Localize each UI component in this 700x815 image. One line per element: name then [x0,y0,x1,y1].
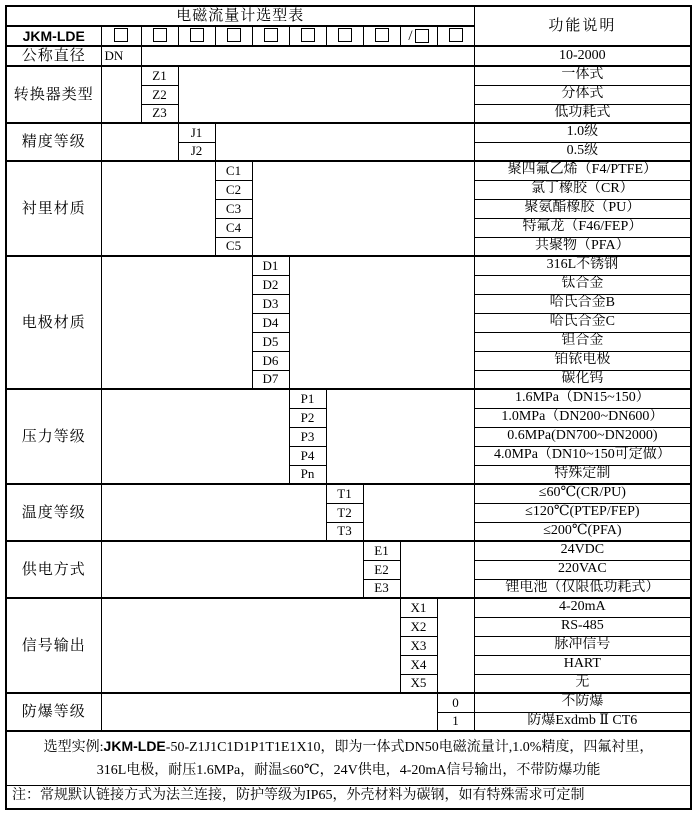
code-cell: T2 [326,503,363,522]
desc-cell: 聚四氟乙烯（F4/PTFE） [474,161,691,180]
empty-cell [101,693,437,731]
desc-cell: 4.0MPa（DN10~150可定做） [474,446,691,465]
desc-cell: ≤120℃(PTEP/FEP) [474,503,691,522]
model-code-cell-2[interactable] [141,26,178,46]
code-cell: X4 [400,655,437,674]
empty-cell [252,161,474,256]
slash-separator: / [408,28,413,44]
checkbox-icon[interactable] [153,28,167,42]
code-cell: D6 [252,351,289,370]
model-code-cell-5[interactable] [252,26,289,46]
empty-cell [101,161,215,256]
model-code-cell-8[interactable] [363,26,400,46]
code-cell: 1 [437,712,474,731]
code-cell: E1 [363,541,400,560]
desc-cell: 哈氏合金B [474,294,691,313]
empty-cell [437,598,474,693]
empty-cell [363,484,474,541]
desc-cell: 脉冲信号 [474,636,691,655]
desc-cell: 0.6MPa(DN700~DN2000) [474,427,691,446]
function-column-header: 功能说明 [474,6,691,46]
example-line2: 316L电极，耐压1.6MPa，耐温≤60℃，24V供电，4-20mA信号输出，不带防爆功能 [96,762,601,778]
empty-cell [178,66,474,123]
empty-cell [101,484,326,541]
code-cell: X3 [400,636,437,655]
example-line1: -50-Z1J1C1D1P1T1E1X10，即为一体式DN50电磁流量计,1.0%精度，四氟衬里， [165,739,654,755]
desc-cell: 碳化钨 [474,370,691,389]
desc-cell: 哈氏合金C [474,313,691,332]
checkbox-icon[interactable] [415,29,429,43]
model-code-cell-9[interactable] [400,26,437,46]
desc-cell: ≤60℃(CR/PU) [474,484,691,503]
desc-cell: 氯丁橡胶（CR） [474,180,691,199]
desc-cell: 特殊定制 [474,465,691,484]
model-code-cell-10[interactable] [437,26,474,46]
section-label-explosion-proof: 防爆等级 [6,693,101,731]
model-code-cell-4[interactable] [215,26,252,46]
desc-cell: 一体式 [474,66,691,85]
section-label-electrode-material: 电极材质 [6,256,101,389]
empty-cell [141,46,474,66]
empty-cell [101,123,178,161]
code-cell: C5 [215,237,252,256]
code-cell: P3 [289,427,326,446]
code-cell: Pn [289,465,326,484]
section-label-accuracy-grade: 精度等级 [6,123,101,161]
code-cell: Z1 [141,66,178,85]
desc-cell: 1.0MPa（DN200~DN600） [474,408,691,427]
empty-cell [400,541,474,598]
section-label-diameter: 公称直径 [6,46,101,66]
checkbox-icon[interactable] [375,28,389,42]
code-cell: Z3 [141,104,178,123]
desc-cell: 低功耗式 [474,104,691,123]
code-cell: P4 [289,446,326,465]
code-cell: D3 [252,294,289,313]
code-cell: Z2 [141,85,178,104]
code-cell: T3 [326,522,363,541]
example-model-name: JKM-LDE [103,737,166,754]
desc-cell: 1.6MPa（DN15~150） [474,389,691,408]
checkbox-icon[interactable] [301,28,315,42]
code-cell: X1 [400,598,437,617]
checkbox-icon[interactable] [449,28,463,42]
model-code-cell-1[interactable] [101,26,141,46]
empty-cell [215,123,474,161]
model-prefix: JKM-LDE [6,26,101,46]
selection-example-note [6,731,691,785]
code-cell: X2 [400,617,437,636]
empty-cell [101,541,363,598]
model-code-cell-6[interactable] [289,26,326,46]
desc-cell: 1.0级 [474,123,691,142]
checkbox-icon[interactable] [114,28,128,42]
model-code-cell-7[interactable] [326,26,363,46]
code-cell: X5 [400,674,437,693]
code-cell: C3 [215,199,252,218]
code-cell: D7 [252,370,289,389]
diameter-code: DN [101,46,141,66]
desc-cell: 钛合金 [474,275,691,294]
code-cell: J1 [178,123,215,142]
code-cell: T1 [326,484,363,503]
example-prefix: 选型实例: [43,739,104,755]
desc-cell: RS-485 [474,617,691,636]
diameter-desc: 10-2000 [474,46,691,66]
desc-cell: 220VAC [474,560,691,579]
section-label-signal-output: 信号输出 [6,598,101,693]
section-label-liner-material: 衬里材质 [6,161,101,256]
section-label-power-supply: 供电方式 [6,541,101,598]
desc-cell: 锂电池（仅限低功耗式） [474,579,691,598]
desc-cell: 316L不锈钢 [474,256,691,275]
checkbox-icon[interactable] [190,28,204,42]
code-cell: P2 [289,408,326,427]
section-label-transducer-type: 转换器类型 [6,66,101,123]
table-title: 电磁流量计选型表 [6,6,474,26]
desc-cell: 分体式 [474,85,691,104]
empty-cell [289,256,474,389]
empty-cell [326,389,474,484]
desc-cell: ≤200℃(PFA) [474,522,691,541]
desc-cell: 铂铱电极 [474,351,691,370]
code-cell: C4 [215,218,252,237]
empty-cell [101,66,141,123]
code-cell: C2 [215,180,252,199]
code-cell: 0 [437,693,474,712]
code-cell: J2 [178,142,215,161]
code-cell: D4 [252,313,289,332]
code-cell: E2 [363,560,400,579]
desc-cell: 4-20mA [474,598,691,617]
empty-cell [101,598,400,693]
section-label-temperature-rating: 温度等级 [6,484,101,541]
desc-cell: 0.5级 [474,142,691,161]
desc-cell: 不防爆 [474,693,691,712]
checkbox-icon[interactable] [264,28,278,42]
desc-cell: 聚氨酯橡胶（PU） [474,199,691,218]
code-cell: P1 [289,389,326,408]
code-cell: D5 [252,332,289,351]
empty-cell [101,256,252,389]
selection-table [5,5,692,810]
desc-cell: HART [474,655,691,674]
section-label-pressure-rating: 压力等级 [6,389,101,484]
checkbox-icon[interactable] [338,28,352,42]
desc-cell: 特氟龙（F46/FEP） [474,218,691,237]
checkbox-icon[interactable] [227,28,241,42]
code-cell: D1 [252,256,289,275]
desc-cell: 共聚物（PFA） [474,237,691,256]
desc-cell: 防爆Exdmb Ⅱ CT6 [474,712,691,731]
desc-cell: 钽合金 [474,332,691,351]
code-cell: C1 [215,161,252,180]
remark-note: 注：常规默认链接方式为法兰连接，防护等级为IP65，外壳材料为碳钢，如有特殊需求可定制 [6,785,691,809]
code-cell: D2 [252,275,289,294]
code-cell: E3 [363,579,400,598]
desc-cell: 无 [474,674,691,693]
model-code-cell-3[interactable] [178,26,215,46]
empty-cell [101,389,289,484]
desc-cell: 24VDC [474,541,691,560]
